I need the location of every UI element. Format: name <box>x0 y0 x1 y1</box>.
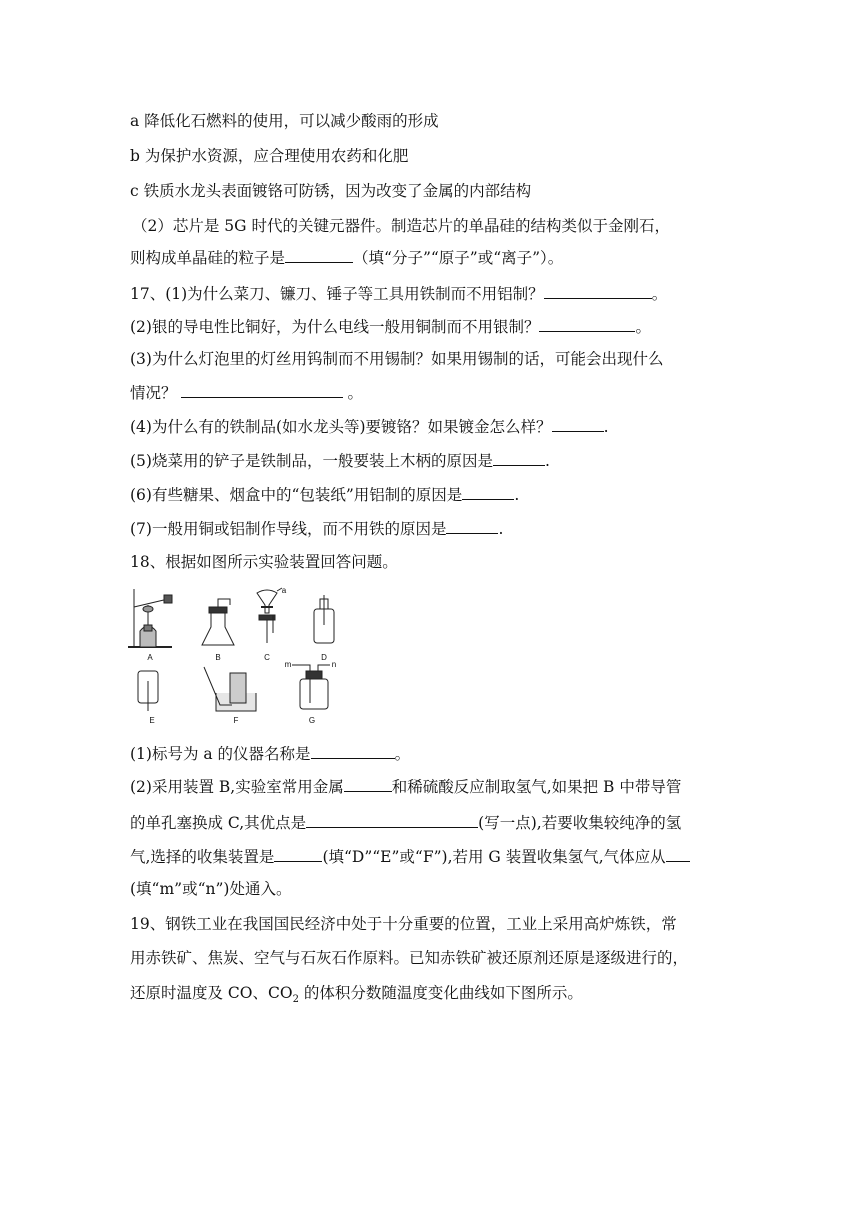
text-segment: （填“分子”“原子”或“离子”）。 <box>353 249 564 267</box>
label-n-port: n <box>331 660 337 669</box>
q19-line3 <box>130 982 730 1011</box>
text-segment: (2)银的导电性比铜好，为什么电线一般用铜制而不用银制？ <box>130 318 540 336</box>
text-segment: 。 <box>651 285 668 303</box>
label-e-apparatus: E <box>149 716 155 725</box>
answer-blank[interactable] <box>311 743 395 759</box>
text-segment: 还原时温度及 CO、CO <box>130 984 293 1002</box>
text-segment: (1)标号为 a 的仪器名称是 <box>130 745 311 763</box>
text-segment: . <box>603 418 609 436</box>
apparatus-c <box>257 588 282 643</box>
answer-blank[interactable] <box>544 283 652 299</box>
text-segment: 。 <box>342 384 363 402</box>
text-segment: (4)为什么有的铁制品(如水龙头等)要镀铬？如果镀金怎么样？ <box>130 418 552 436</box>
label-m-port: m <box>284 660 292 669</box>
q17-part1 <box>130 283 730 305</box>
answer-blank[interactable] <box>539 316 635 332</box>
answer-blank[interactable] <box>306 812 478 828</box>
apparatus-g <box>292 665 330 709</box>
label-a-instrument: a <box>281 586 287 595</box>
text-segment: . <box>514 486 520 504</box>
statement-c: c 铁质水龙头表面镀铬可防锈，因为改变了金属的内部结构 <box>130 182 532 200</box>
q17-part7 <box>130 518 730 540</box>
q17-part3-line1: (3)为什么灯泡里的灯丝用钨制而不用锡制？如果用锡制的话，可能会出现什么 <box>130 350 664 368</box>
q18-part1 <box>130 743 730 765</box>
label-c-apparatus: C <box>264 653 270 662</box>
answer-blank[interactable] <box>493 450 545 466</box>
answer-blank[interactable] <box>462 484 514 500</box>
apparatus-f <box>204 667 256 711</box>
apparatus-e <box>138 671 158 711</box>
text-segment: 。 <box>635 318 651 336</box>
q17-part4 <box>130 416 730 438</box>
q17-part6 <box>130 484 730 506</box>
answer-blank[interactable] <box>666 846 690 862</box>
statement-a: a 降低化石燃料的使用，可以减少酸雨的形成 <box>130 112 439 130</box>
lab-apparatus-figure <box>126 585 346 730</box>
apparatus-d <box>314 595 334 643</box>
q18-part2-line3 <box>130 846 730 868</box>
q16-part2-line1: （2）芯片是 5G 时代的关键元器件。制造芯片的单晶硅的结构类似于金刚石， <box>132 217 670 235</box>
text-segment: . <box>498 520 504 538</box>
q18-part2-line2 <box>130 812 730 834</box>
answer-blank[interactable] <box>552 416 604 432</box>
text-segment: . <box>544 452 550 470</box>
label-f-apparatus: F <box>233 716 239 725</box>
apparatus-a <box>128 589 172 647</box>
text-segment: 气,选择的收集装置是 <box>130 848 275 866</box>
q16-part2-line2 <box>130 247 730 269</box>
text-segment: 。 <box>394 745 411 763</box>
text-segment: (5)烧菜用的铲子是铁制品，一般要装上木柄的原因是 <box>130 452 493 470</box>
text-segment: (7)一般用铜或铝制作导线，而不用铁的原因是 <box>130 520 447 538</box>
text-segment: 17、(1)为什么菜刀、镰刀、锤子等工具用铁制而不用铝制？ <box>130 285 544 303</box>
q19-line2: 用赤铁矿、焦炭、空气与石灰石作原料。已知赤铁矿被还原剂还原是逐级进行的， <box>130 949 689 967</box>
q19-line1: 19、钢铁工业在我国国民经济中处于十分重要的位置，工业上采用高炉炼铁，常 <box>130 915 677 933</box>
text-segment: 的单孔塞换成 C,其优点是 <box>130 814 307 832</box>
subscript: 2 <box>292 994 299 1006</box>
q17-part3-line2 <box>130 382 730 404</box>
apparatus-b <box>202 599 234 645</box>
q18-part2-line1 <box>130 776 730 798</box>
q18-part2-line4: (填“m”或“n”)处通入。 <box>130 880 292 898</box>
answer-blank[interactable] <box>274 846 322 862</box>
text-segment: 则构成单晶硅的粒子是 <box>130 249 286 267</box>
answer-blank[interactable] <box>446 518 498 534</box>
label-b-apparatus: B <box>215 653 221 662</box>
statement-b: b 为保护水资源，应合理使用农药和化肥 <box>130 147 409 165</box>
text-segment: (6)有些糖果、烟盒中的“包装纸”用铝制的原因是 <box>130 486 463 504</box>
q18-heading: 18、根据如图所示实验装置回答问题。 <box>130 553 398 571</box>
answer-blank[interactable] <box>285 247 353 263</box>
q17-part2 <box>130 316 730 338</box>
text-segment: 的体积分数随温度变化曲线如下图所示。 <box>298 984 583 1002</box>
text-segment: (2)采用装置 B,实验室常用金属 <box>130 778 344 796</box>
label-a-apparatus: A <box>147 653 153 662</box>
text-segment: (写一点),若要收集较纯净的氢 <box>478 814 682 832</box>
label-g-apparatus: G <box>308 716 316 725</box>
answer-blank[interactable] <box>344 776 392 792</box>
label-d-apparatus: D <box>321 653 327 662</box>
answer-blank[interactable] <box>181 382 343 398</box>
text-segment: 情况？ <box>130 384 177 402</box>
q17-part5 <box>130 450 730 472</box>
text-segment: (填“D”“E”或“F”),若用 G 装置收集氢气,气体应从 <box>322 848 666 866</box>
text-segment: 和稀硫酸反应制取氢气,如果把 B 中带导管 <box>391 778 682 796</box>
